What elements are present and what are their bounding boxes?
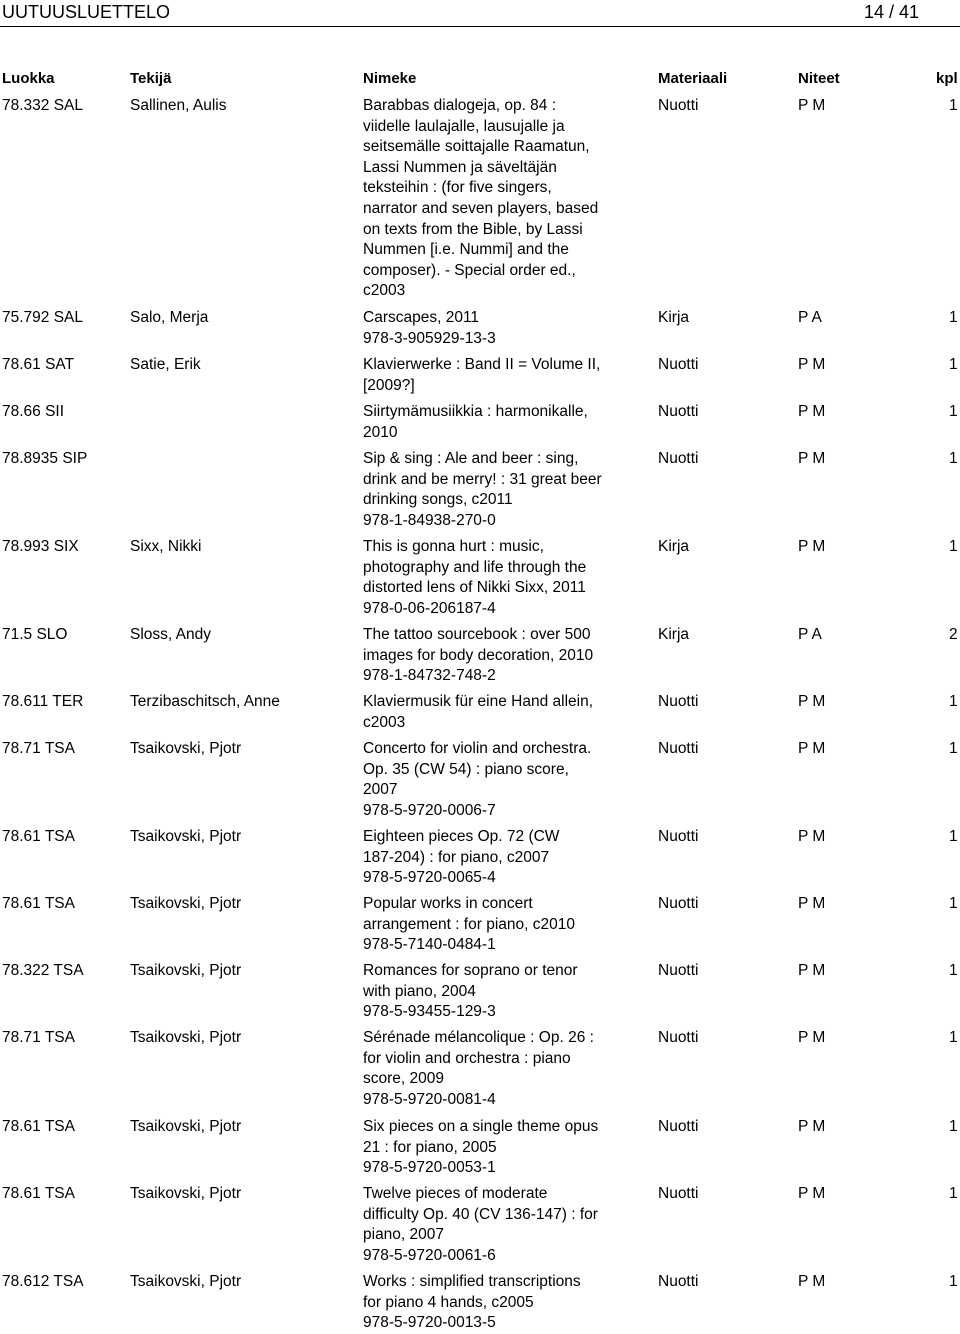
copies-location: P M bbox=[798, 828, 826, 845]
document-title: UUTUUSLUETTELO bbox=[2, 2, 171, 22]
material: Nuotti bbox=[658, 740, 699, 757]
title-line: [2009?] bbox=[363, 376, 415, 394]
title-line: drink and be merry! : 31 great beer bbox=[363, 470, 602, 488]
title-line: for violin and orchestra : piano bbox=[363, 1049, 571, 1067]
author: Tsaikovski, Pjotr bbox=[130, 1273, 242, 1290]
title-line: Popular works in concert bbox=[363, 895, 533, 912]
title-line: teksteihin : (for five singers, bbox=[363, 179, 552, 197]
title-line: Klavierwerke : Band II = Volume II, bbox=[363, 356, 601, 373]
copy-count: 2 bbox=[949, 626, 958, 643]
copy-count: 1 bbox=[949, 1185, 958, 1202]
title bbox=[363, 827, 628, 889]
title bbox=[363, 961, 628, 1023]
title bbox=[363, 692, 628, 733]
title-line: c2003 bbox=[363, 282, 406, 300]
class-code: 78.61 TSA bbox=[2, 895, 75, 912]
material: Kirja bbox=[658, 538, 690, 555]
title-line: Carscapes, 2011 bbox=[363, 309, 480, 326]
title-line: piano, 2007 bbox=[363, 1226, 445, 1244]
title bbox=[363, 894, 628, 956]
column-header-luokka: Luokka bbox=[2, 70, 55, 87]
title-line: 978-5-9720-0006-7 bbox=[363, 801, 496, 819]
author: Salo, Merja bbox=[130, 309, 209, 326]
title-line: 978-1-84732-748-2 bbox=[363, 667, 496, 685]
title-line: photography and life through the bbox=[363, 558, 587, 576]
copies-location: P M bbox=[798, 895, 826, 912]
page-header bbox=[0, 0, 960, 27]
column-header-tekija: Tekijä bbox=[130, 70, 172, 87]
title-line: Lassi Nummen ja säveltäjän bbox=[363, 158, 557, 176]
title-line: 978-5-7140-0484-1 bbox=[363, 936, 496, 954]
material: Nuotti bbox=[658, 403, 699, 420]
copy-count: 1 bbox=[949, 1118, 958, 1135]
copy-count: 1 bbox=[949, 450, 958, 467]
title-line: difficulty Op. 40 (CV 136-147) : for bbox=[363, 1205, 598, 1223]
class-code: 71.5 SLO bbox=[2, 626, 68, 643]
title-line: 978-5-9720-0013-5 bbox=[363, 1314, 496, 1332]
author: Terzibaschitsch, Anne bbox=[130, 693, 280, 710]
copies-location: P A bbox=[798, 626, 822, 643]
copy-count: 1 bbox=[949, 740, 958, 757]
copies-location: P M bbox=[798, 962, 826, 979]
class-code: 78.612 TSA bbox=[2, 1273, 84, 1290]
copy-count: 1 bbox=[949, 693, 958, 710]
title-line: for piano 4 hands, c2005 bbox=[363, 1293, 534, 1311]
copy-count: 1 bbox=[949, 1029, 958, 1046]
author: Tsaikovski, Pjotr bbox=[130, 1118, 242, 1135]
class-code: 78.8935 SIP bbox=[2, 450, 88, 467]
material: Nuotti bbox=[658, 962, 699, 979]
material: Kirja bbox=[658, 626, 690, 643]
class-code: 78.61 TSA bbox=[2, 1118, 75, 1135]
column-header-kpl: kpl bbox=[936, 70, 958, 87]
copies-location: P M bbox=[798, 538, 826, 555]
class-code: 78.71 TSA bbox=[2, 1029, 75, 1046]
title-line: This is gonna hurt : music, bbox=[363, 538, 544, 555]
column-header-materiaali: Materiaali bbox=[658, 70, 728, 87]
class-code: 78.61 SAT bbox=[2, 356, 75, 373]
author: Tsaikovski, Pjotr bbox=[130, 895, 242, 912]
title-line: Six pieces on a single theme opus bbox=[363, 1118, 599, 1135]
author: Tsaikovski, Pjotr bbox=[130, 740, 242, 757]
title-line: 978-5-93455-129-3 bbox=[363, 1003, 496, 1021]
title-line: distorted lens of Nikki Sixx, 2011 bbox=[363, 579, 586, 597]
copies-location: P M bbox=[798, 693, 826, 710]
material: Nuotti bbox=[658, 1118, 699, 1135]
title bbox=[363, 1184, 628, 1266]
title-line: 978-5-9720-0061-6 bbox=[363, 1246, 496, 1264]
title-line: narrator and seven players, based bbox=[363, 199, 599, 217]
title-line: c2003 bbox=[363, 713, 406, 731]
title-line: viidelle laulajalle, lausujalle ja bbox=[363, 117, 565, 135]
copy-count: 1 bbox=[949, 895, 958, 912]
title bbox=[363, 739, 628, 821]
class-code: 78.611 TER bbox=[2, 693, 84, 710]
title bbox=[363, 1272, 628, 1334]
title-line: 2010 bbox=[363, 423, 398, 441]
material: Nuotti bbox=[658, 693, 699, 710]
copies-location: P M bbox=[798, 97, 826, 114]
title bbox=[363, 355, 628, 396]
title-line: 978-5-9720-0065-4 bbox=[363, 869, 496, 887]
title-line: Sérénade mélancolique : Op. 26 : bbox=[363, 1029, 594, 1046]
title-line: drinking songs, c2011 bbox=[363, 491, 513, 509]
copy-count: 1 bbox=[949, 309, 958, 326]
title-line: Concerto for violin and orchestra. bbox=[363, 740, 592, 757]
title-line: on texts from the Bible, by Lassi bbox=[363, 220, 583, 238]
title-line: Twelve pieces of moderate bbox=[363, 1185, 548, 1202]
column-header-niteet: Niteet bbox=[798, 70, 840, 87]
current-page: 14 bbox=[864, 2, 885, 22]
title bbox=[363, 1117, 628, 1179]
copies-location: P M bbox=[798, 1273, 826, 1290]
title bbox=[363, 449, 628, 531]
copy-count: 1 bbox=[949, 97, 958, 114]
copies-location: P M bbox=[798, 740, 826, 757]
title-line: 978-5-9720-0081-4 bbox=[363, 1090, 496, 1108]
copy-count: 1 bbox=[949, 828, 958, 845]
author: Tsaikovski, Pjotr bbox=[130, 828, 242, 845]
title-line: with piano, 2004 bbox=[363, 982, 476, 1000]
class-code: 78.66 SII bbox=[2, 403, 65, 420]
title-line: Op. 35 (CW 54) : piano score, bbox=[363, 760, 569, 778]
copies-location: P M bbox=[798, 356, 826, 373]
material: Nuotti bbox=[658, 356, 699, 373]
class-code: 75.792 SAL bbox=[2, 309, 84, 326]
copies-location: P A bbox=[798, 309, 822, 326]
copies-location: P M bbox=[798, 450, 826, 467]
copy-count: 1 bbox=[949, 962, 958, 979]
material: Nuotti bbox=[658, 97, 699, 114]
copy-count: 1 bbox=[949, 403, 958, 420]
material: Nuotti bbox=[658, 828, 699, 845]
title-line: 978-5-9720-0053-1 bbox=[363, 1159, 496, 1177]
author: Tsaikovski, Pjotr bbox=[130, 962, 242, 979]
title-line: Barabbas dialogeja, op. 84 : bbox=[363, 97, 557, 114]
title-line: seitsemälle soittajalle Raamatun, bbox=[363, 138, 590, 156]
title-line: 978-1-84938-270-0 bbox=[363, 511, 496, 529]
title-line: Romances for soprano or tenor bbox=[363, 962, 578, 979]
author: Sallinen, Aulis bbox=[130, 97, 227, 114]
title-line: Siirtymämusiikkia : harmonikalle, bbox=[363, 403, 588, 420]
title-line: composer). - Special order ed., bbox=[363, 261, 576, 279]
copy-count: 1 bbox=[949, 356, 958, 373]
title bbox=[363, 1028, 628, 1110]
title-line: Eighteen pieces Op. 72 (CW bbox=[363, 828, 560, 845]
copy-count: 1 bbox=[949, 538, 958, 555]
material: Kirja bbox=[658, 309, 690, 326]
copies-location: P M bbox=[798, 1185, 826, 1202]
title-line: 21 : for piano, 2005 bbox=[363, 1138, 497, 1156]
material: Nuotti bbox=[658, 895, 699, 912]
material: Nuotti bbox=[658, 1029, 699, 1046]
author: Satie, Erik bbox=[130, 356, 201, 373]
title bbox=[363, 537, 628, 619]
title bbox=[363, 402, 628, 443]
title-line: Works : simplified transcriptions bbox=[363, 1273, 581, 1290]
total-pages: 41 bbox=[899, 2, 920, 22]
author: Sixx, Nikki bbox=[130, 538, 202, 555]
copies-location: P M bbox=[798, 1118, 826, 1135]
title-line: 187-204) : for piano, c2007 bbox=[363, 848, 550, 866]
material: Nuotti bbox=[658, 1185, 699, 1202]
title-line: images for body decoration, 2010 bbox=[363, 646, 594, 664]
page-number bbox=[864, 2, 919, 23]
title-line: Nummen [i.e. Nummi] and the bbox=[363, 241, 569, 259]
copy-count: 1 bbox=[949, 1273, 958, 1290]
copies-location: P M bbox=[798, 403, 826, 420]
title bbox=[363, 625, 628, 687]
class-code: 78.332 SAL bbox=[2, 97, 84, 114]
material: Nuotti bbox=[658, 1273, 699, 1290]
class-code: 78.61 TSA bbox=[2, 828, 75, 845]
title bbox=[363, 308, 628, 349]
class-code: 78.993 SIX bbox=[2, 538, 79, 555]
author: Tsaikovski, Pjotr bbox=[130, 1185, 242, 1202]
title-line: Klaviermusik für eine Hand allein, bbox=[363, 693, 594, 710]
class-code: 78.61 TSA bbox=[2, 1185, 75, 1202]
class-code: 78.71 TSA bbox=[2, 740, 75, 757]
author: Tsaikovski, Pjotr bbox=[130, 1029, 242, 1046]
title-line: 978-0-06-206187-4 bbox=[363, 599, 496, 617]
title-line: 2007 bbox=[363, 781, 398, 799]
title-line: The tattoo sourcebook : over 500 bbox=[363, 626, 591, 643]
author: Sloss, Andy bbox=[130, 626, 211, 643]
copies-location: P M bbox=[798, 1029, 826, 1046]
title bbox=[363, 96, 628, 302]
title-line: score, 2009 bbox=[363, 1070, 444, 1088]
column-header-nimeke: Nimeke bbox=[363, 70, 417, 87]
title-line: Sip & sing : Ale and beer : sing, bbox=[363, 450, 579, 467]
title-line: 978-3-905929-13-3 bbox=[363, 329, 496, 347]
material: Nuotti bbox=[658, 450, 699, 467]
page-separator: / bbox=[889, 2, 895, 22]
class-code: 78.322 TSA bbox=[2, 962, 84, 979]
title-line: arrangement : for piano, c2010 bbox=[363, 915, 575, 933]
